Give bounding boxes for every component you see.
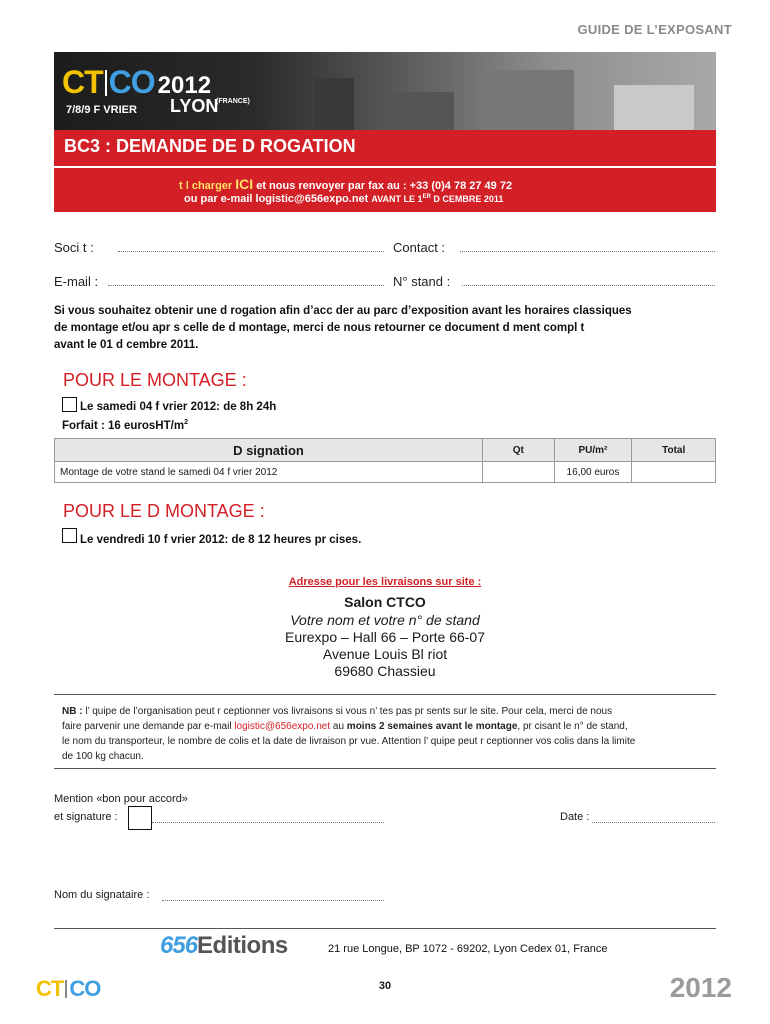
contact-field[interactable]: [460, 251, 715, 252]
download-label: t l charger: [179, 180, 236, 192]
deadline-a: AVANT LE 1: [371, 194, 423, 204]
mention-label: Mention «bon pour accord»: [54, 793, 188, 805]
date-label: Date :: [560, 811, 590, 823]
intro-line-2: de montage et/ou apr s celle de d montage, merci de nous retourner ce document d ment compl t: [54, 322, 585, 334]
signature-label: et signature :: [54, 811, 118, 823]
signatory-label: Nom du signataire :: [54, 889, 150, 901]
footer-address: 21 rue Longue, BP 1072 - 69202, Lyon Cedex 01, France: [328, 943, 608, 955]
logo-co: CO: [108, 64, 155, 100]
nb-label: NB :: [62, 706, 83, 717]
banner-photo-shape: [484, 70, 574, 130]
societe-label: Soci t :: [54, 240, 94, 255]
montage-forfait: [62, 414, 188, 435]
event-banner: [54, 52, 716, 130]
nb-text-1: l’ quipe de l’organisation peut r ceptionner vos livraisons si vous n’ tes pas pr sents sur le site. Pour cela, merci de nous: [82, 706, 613, 717]
delivery-street: Avenue Louis Bl riot: [322, 646, 448, 662]
stand-field[interactable]: [462, 285, 715, 286]
row-unit-price: 16,00 euros: [554, 462, 632, 483]
nb-bold: moins 2 semaines avant le montage: [346, 721, 518, 732]
delivery-stand-line: Votre nom et votre n° de stand: [290, 612, 480, 628]
logo-year: 2012: [157, 72, 212, 99]
event-city: LYON: [170, 96, 219, 116]
guide-title: GUIDE DE L’EXPOSANT: [577, 22, 732, 37]
divider: [54, 928, 716, 929]
info-line-1: [179, 176, 512, 192]
fax-text: et nous renvoyer par fax au : +33 (0)4 78 27 49 72: [253, 180, 513, 192]
page-number: 30: [378, 980, 392, 992]
nb-line-3: le nom du transporteur, le nombre de colis et la date de livraison pr vue. Attention l’ quipe peut r ceptionner vos colis dans la limite: [62, 736, 636, 747]
delivery-hall: Eurexpo – Hall 66 – Porte 66-07: [284, 629, 485, 645]
nb-email-link[interactable]: logistic@656expo.net: [234, 721, 331, 732]
signature-box[interactable]: [128, 806, 152, 830]
logo-ct: CT: [62, 64, 103, 100]
info-line-2: [184, 193, 503, 205]
intro-line-3: avant le 01 d cembre 2011.: [54, 339, 199, 351]
forfait-text: Forfait : 16 eurosHT/m: [62, 419, 185, 432]
delivery-salon: Salon CTCO: [344, 594, 426, 610]
divider: [54, 768, 716, 769]
montage-option: Le samedi 04 f vrier 2012: de 8h 24h: [80, 401, 277, 413]
nb-line-2: [62, 719, 712, 734]
societe-field[interactable]: [118, 251, 384, 252]
nb-text-2b: au: [330, 721, 347, 732]
banner-photo-shape: [384, 92, 454, 130]
nb-line-4: de 100 kg chacun.: [62, 751, 144, 762]
form-title-bar: [54, 130, 716, 166]
checkbox-icon: [62, 528, 77, 543]
email-field[interactable]: [108, 285, 384, 286]
656-editions-logo: [160, 932, 288, 960]
row-designation: Montage de votre stand le samedi 04 f vrier 2012: [55, 462, 483, 483]
date-field[interactable]: [592, 822, 715, 823]
delivery-heading: Adresse pour les livraisons sur site :: [288, 576, 482, 588]
logo-separator: [105, 70, 107, 96]
intro-line-1: Si vous souhaitez obtenir une d rogation afin d’acc der au parc d’exposition avant les horaires classiques: [54, 305, 632, 317]
footer-logo-co: CO: [69, 976, 101, 1001]
banner-photo-shape: [614, 85, 694, 130]
event-country: (FRANCE): [216, 98, 250, 105]
nb-note: [62, 704, 712, 764]
stand-label: N° stand :: [393, 274, 451, 289]
brand-word: Editions: [197, 932, 288, 959]
delivery-city: 69680 Chassieu: [334, 663, 436, 679]
email-text: ou par e-mail logistic@656expo.net: [184, 193, 372, 205]
nb-line-1: [62, 704, 712, 719]
intro-paragraph: [54, 303, 734, 354]
nb-text-2a: faire parvenir une demande par e-mail: [62, 721, 235, 732]
row-total-cell[interactable]: [632, 462, 716, 483]
signature-field[interactable]: [152, 822, 384, 823]
signatory-field[interactable]: [162, 900, 384, 901]
forfait-sup: 2: [184, 419, 188, 426]
footer-year: 2012: [669, 972, 732, 1003]
demontage-option: Le vendredi 10 f vrier 2012: de 8 12 heures pr cises.: [80, 534, 362, 546]
event-dates: 7/8/9 F VRIER: [66, 104, 137, 116]
divider: [54, 694, 716, 695]
row-qty-cell[interactable]: [482, 462, 554, 483]
table-row: [55, 462, 716, 483]
pricing-table: [54, 438, 716, 483]
demontage-title: POUR LE D MONTAGE :: [63, 501, 265, 521]
deadline-b: D CEMBRE 2011: [430, 194, 504, 204]
table-header-row: [55, 439, 716, 462]
demontage-checkbox[interactable]: [62, 528, 77, 548]
info-bar: [54, 168, 716, 212]
nb-text-2c: , pr cisant le n° de stand,: [517, 721, 628, 732]
form-title: BC3 : DEMANDE DE D ROGATION: [64, 136, 356, 156]
col-designation: D signation: [55, 439, 483, 462]
checkbox-icon: [62, 397, 77, 412]
contact-label: Contact :: [393, 240, 446, 255]
col-unit-price: PU/m²: [554, 439, 632, 462]
deadline-text: [371, 194, 503, 204]
col-qty: Qt: [482, 439, 554, 462]
deadline-sup: ER: [422, 194, 431, 200]
col-total: Total: [632, 439, 716, 462]
banner-photo-shape: [314, 78, 354, 130]
brand-number: 656: [160, 932, 198, 959]
montage-title: POUR LE MONTAGE :: [63, 370, 247, 390]
email-label: E-mail :: [54, 274, 99, 289]
footer-logo-ct: CT: [36, 976, 64, 1001]
download-link[interactable]: ICI: [235, 176, 254, 192]
